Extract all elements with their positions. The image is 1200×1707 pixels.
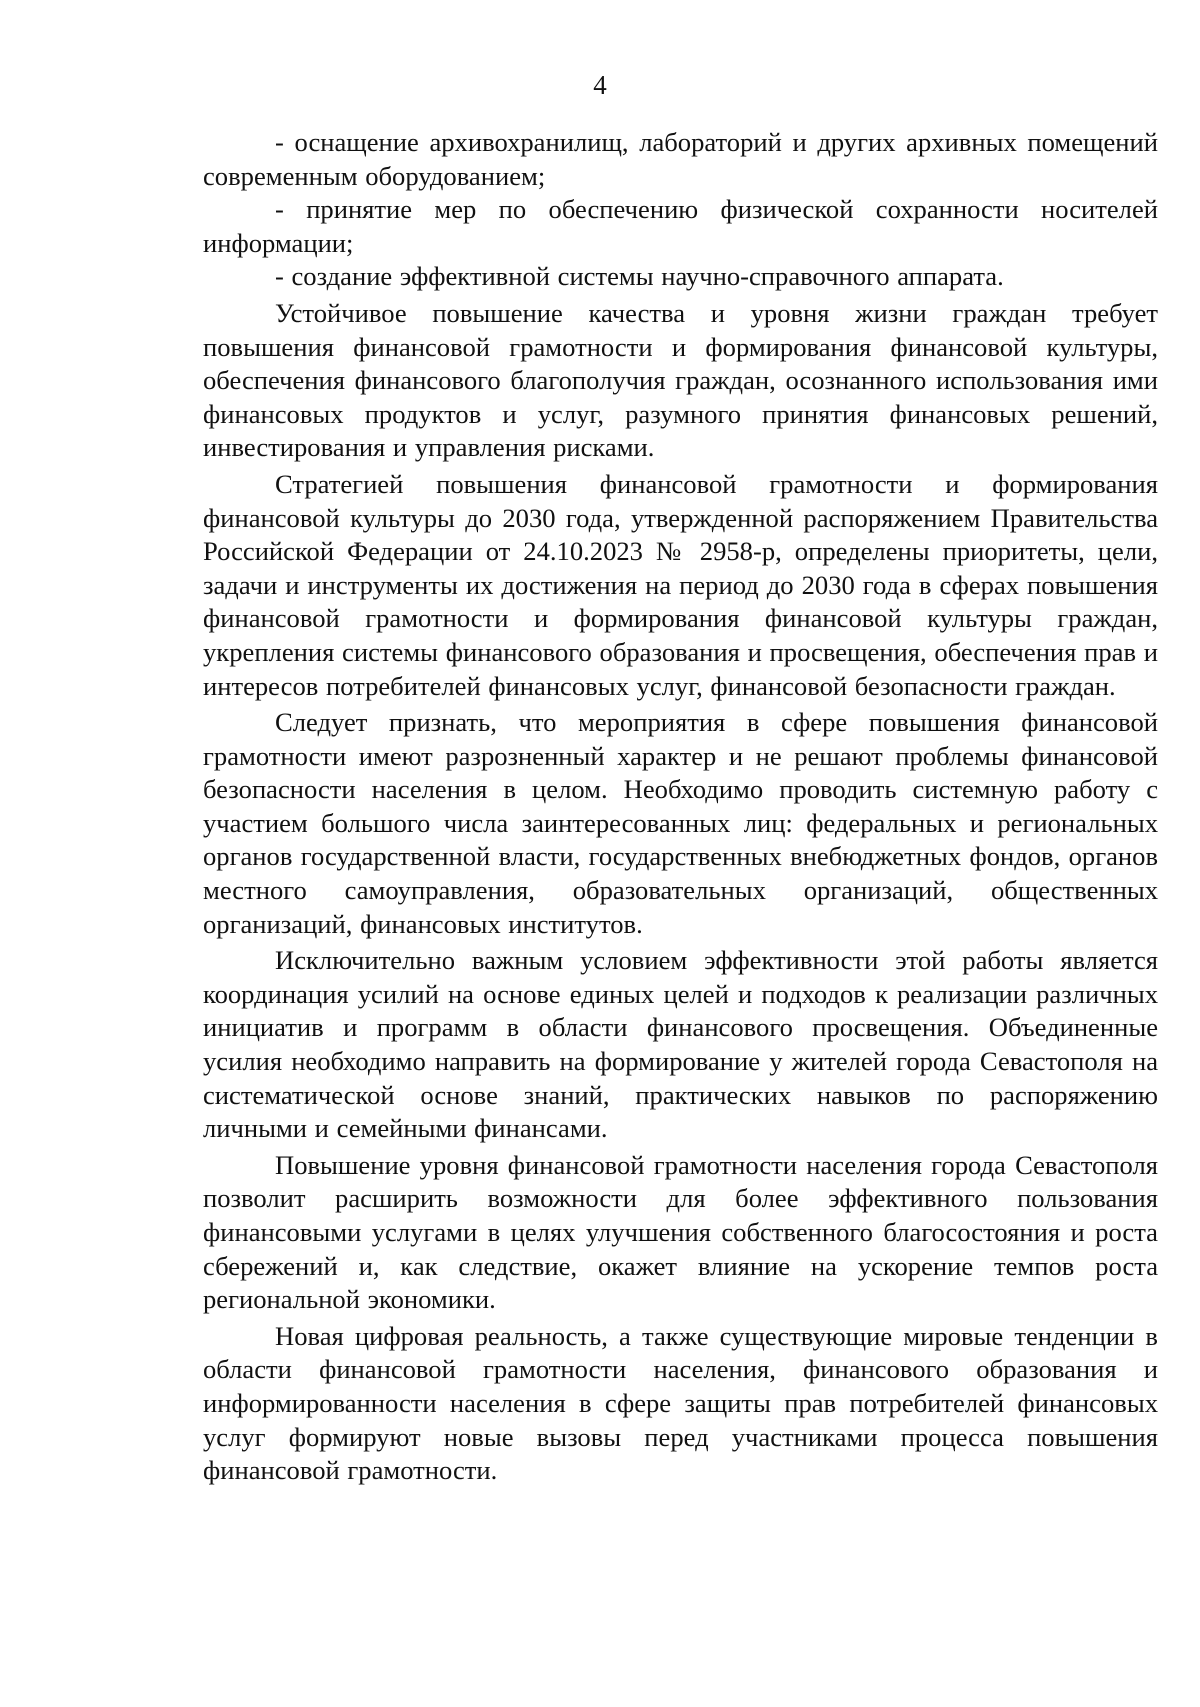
list-item-reference-system: - создание эффективной системы научно-справочного аппарата. [275,261,1004,292]
paragraph-quality-of-life: Устойчивое повышение качества и уровня жизни граждан требует повышения финансовой грамотности и формирования финансовой культуры, обеспечения финансового благополучия граждан, осознанного использования ими финансовых продуктов и услуг, разумного принятия финансовых решений, инвестирования и управления рисками. [203,297,1158,463]
list-item-equipment: - оснащение архивохранилищ, лабораторий и других архивных помещений современным оборудованием; [203,127,1158,191]
document-body [203,126,1158,1488]
paragraph-coordination: Исключительно важным условием эффективности этой работы является координация усилий на основе единых целей и подходов к реализации различных инициатив и программ в области финансового просвещения. Объединенные усилия необходимо направить на формирование у жителей города Севастополя на систематической основе знаний, практических навыков по распоряжению личными и семейными финансами. [203,945,1158,1144]
list-item-preservation: - принятие мер по обеспечению физической сохранности носителей информации; [203,194,1158,258]
paragraph-strategy: Стратегией повышения финансовой грамотности и формирования финансовой культуры до 2030 года, утвержденной распоряжением Правительства Российской Федерации от 24.10.2023 № 2958-р, определены приоритеты, цели, задачи и инструменты их достижения на период до 2030 года в сферах повышения финансовой грамотности и формирования финансовой культуры граждан, укрепления системы финансового образования и просвещения, обеспечения прав и интересов потребителей финансовых услуг, финансовой безопасности граждан. [203,468,1158,701]
paragraph-fragmented-measures: Следует признать, что мероприятия в сфере повышения финансовой грамотности имеют разрозненный характер и не решают проблемы финансовой безопасности населения в целом. Необходимо проводить системную работу с участием большого числа заинтересованных лиц: федеральных и региональных органов государственной власти, государственных внебюджетных фондов, органов местного самоуправления, образовательных организаций, общественных организаций, финансовых институтов. [203,707,1158,939]
paragraph-sevastopol-benefits: Повышение уровня финансовой грамотности населения города Севастополя позволит расширить возможности для более эффективного пользования финансовыми услугами в целях улучшения собственного благосостояния и роста сбережений и, как следствие, окажет влияние на ускорение темпов роста региональной экономики. [203,1149,1158,1315]
paragraph-digital-reality: Новая цифровая реальность, а также существующие мировые тенденции в области финансовой грамотности населения, финансового образования и информированности населения в сфере защиты прав потребителей финансовых услуг формируют новые вызовы перед участниками процесса повышения финансовой грамотности. [203,1320,1158,1486]
page-number: 4 [593,70,607,100]
